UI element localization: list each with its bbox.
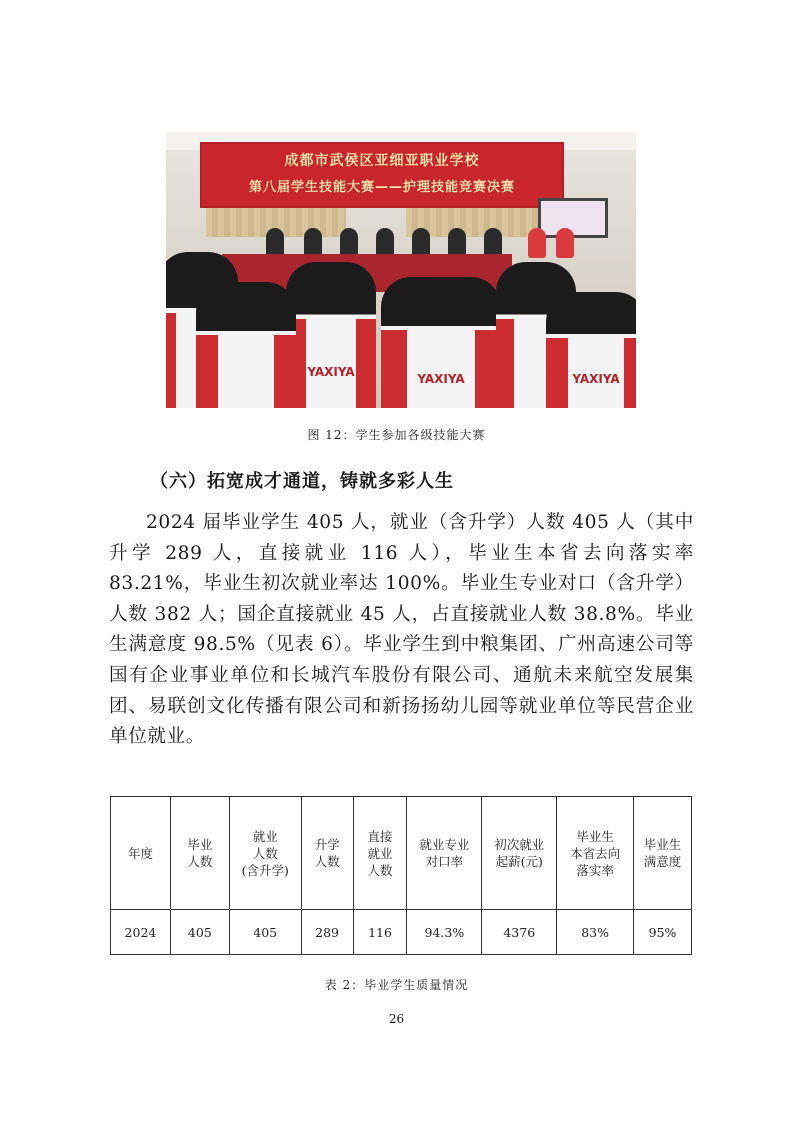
photo-presenter	[556, 228, 574, 258]
table-cell: 4376	[482, 910, 557, 955]
photo-student	[546, 292, 636, 408]
header-direct-employment: 直接 就业 人数	[353, 797, 407, 910]
table-cell: 94.3%	[407, 910, 482, 955]
photo-presenter	[528, 228, 546, 258]
header-major-match-rate: 就业专业 对口率	[407, 797, 482, 910]
figure-caption: 图 12：学生参加各级技能大赛	[307, 428, 486, 442]
table-cell: 95%	[634, 910, 692, 955]
header-employed: 就业 人数 (含升学)	[229, 797, 301, 910]
table-cell: 289	[301, 910, 353, 955]
banner-line-2: 第八届学生技能大赛——护理技能竞赛决赛	[248, 180, 515, 195]
uniform-logo: YAXIYA	[307, 365, 355, 379]
header-graduates: 毕业 人数	[170, 797, 229, 910]
graduate-quality-table	[110, 796, 692, 955]
uniform-logo: YAXIYA	[417, 372, 465, 387]
header-year: 年度	[111, 797, 171, 910]
banner-line-1: 成都市武侯区亚细亚职业学校	[284, 153, 480, 169]
table-cell: 405	[170, 910, 229, 955]
table-cell: 83%	[557, 910, 634, 955]
header-further-study: 升学 人数	[301, 797, 353, 910]
body-paragraph: 2024 届毕业学生 405 人，就业（含升学）人数 405 人（其中升学 289 人，直接就业 116 人），毕业生本省去向落实率 83.21%，毕业生初次就业率达 100%。毕业生专业对口（含升学）人数 382 人；国企直接就业 45 人，占直接就业人数 38.8%。毕业生满意度 98.5%（见表 6）。毕业学生到中粮集团、广州高速公司等国有企业事业单位和长城汽车股份有限公司、通航未来航空发展集团、易联创文化传播有限公司和新扬扬幼儿园等就业单位等民营企业单位就业。	[109, 512, 694, 748]
uniform-logo: YAXIYA	[572, 371, 620, 386]
photo-student	[286, 262, 376, 408]
table-caption: 表 2：毕业学生质量情况	[324, 978, 469, 992]
photo-student	[196, 282, 296, 408]
table-header-row	[111, 797, 692, 910]
section-heading: （六）拓宽成才通道，铸就多彩人生	[150, 471, 454, 492]
table-row	[111, 910, 692, 955]
table-cell: 405	[229, 910, 301, 955]
photo-banner	[200, 142, 564, 208]
table-cell: 116	[353, 910, 407, 955]
competition-photo	[166, 132, 636, 408]
header-starting-salary: 初次就业 起薪(元)	[482, 797, 557, 910]
photo-student	[381, 277, 501, 408]
page-number: 26	[388, 1012, 405, 1026]
header-satisfaction: 毕业生 满意度	[634, 797, 692, 910]
table-cell: 2024	[111, 910, 171, 955]
header-province-rate: 毕业生 本省去向 落实率	[557, 797, 634, 910]
